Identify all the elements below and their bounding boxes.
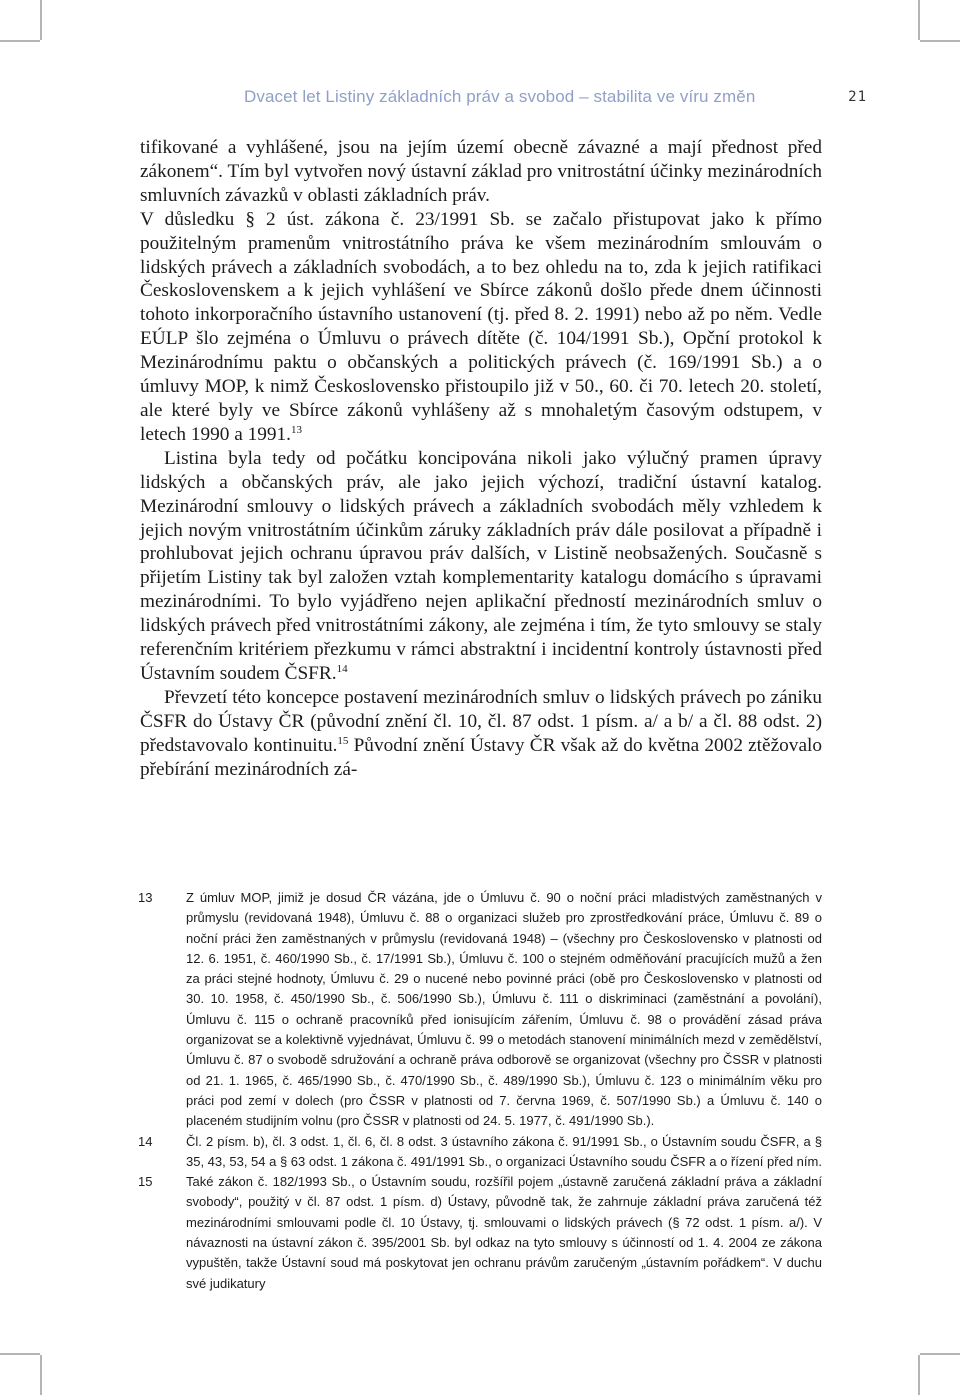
crop-mark [918,0,920,40]
page-number: 21 [848,89,867,105]
footnote-reference[interactable]: 15 [337,734,349,747]
paragraph-text: tifikované a vyhlášené, jsou na jejím území obecně závazné a mají přednost před zákonem“. Tím byl vytvořen nový ústavní základ pro vnitrostátní účinky mezinárodních smluvních závazků v oblasti základních práv. [140,137,822,206]
footnote-number: 14 [138,1133,153,1149]
paragraph-text: V důsledku § 2 úst. zákona č. 23/1991 Sb. se začalo přistupovat jako k přímo použitelným pramenům vnitrostátního práva ke všem mezinárodním smlouvám o lidských právech a základních svobodách, a to bez ohledu na to, zda k jejich ratifikaci Československem a k jejich vyhlášení ve Sbírce zákonů došlo přede dnem účinnosti tohoto inkorporačního ústavního ustanovení (tj. před 8. 2. 1991) nebo až po něm. Vedle EÚLP šlo zejména o Úmluvu o právech dítěte (č. 104/1991 Sb.), Opční protokol k Mezinárodnímu paktu o občanských a politických právech (č. 169/1991 Sb.) a o úmluvy MOP, k nimž Československo přistoupilo již v 50., 60. či 70. letech 20. století, ale které byly ve Sbírce zákonů vyhlášeny až s mnohaletým časovým odstupem, v letech 1990 a 1991. [140,208,822,445]
crop-mark [40,1355,42,1395]
paragraph-text: Původní znění Ústavy ČR však až do května 2002 ztěžovalo přebírání mezinárodních zá- [140,734,822,780]
paragraph [140,447,822,686]
crop-mark [920,40,960,42]
crop-mark [40,0,42,40]
main-text [140,136,822,781]
crop-mark [920,1353,960,1355]
paragraph-text: Převzetí této koncepce postavení mezinárodních smluv o lidských právech po zániku ČSFR do Ústavy ČR (původní znění čl. 10, čl. 87 odst. 1 písm. a/ a b/ a čl. 88 odst. 2) představovalo kontinuitu. [140,686,822,756]
footnote-text: Čl. 2 písm. b), čl. 3 odst. 1, čl. 6, čl. 8 odst. 3 ústavního zákona č. 91/1991 Sb., o Ústavním soudu ČSFR, a § 35, 43, 53, 54 a § 63 odst. 1 zákona č. 491/1991 Sb., o organizaci Ústavního soudu ČSFR a o řízení před ním. [186,1133,822,1169]
footnote-number: 15 [138,1174,153,1190]
paragraph-text: Listina byla tedy od počátku koncipována nikoli jako výlučný pramen úpravy lidských a občanských práv, ale jako jejich výchozí, tradiční ústavní katalog. Mezinárodní smlouvy o lidských právech a základních svobodách měly vzhledem k jejich novým vnitrostátním účinkům záruky základních práv dále posilovat a případně i prohlubovat jejich ochranu úpravou práv dalších, v Listině neobsažených. Současně s přijetím Listiny tak byl založen vztah komplementarity katalogu domácího s úpravami mezinárodními. To bylo vyjádřeno nejen aplikační předností mezinárodních smluv o lidských právech před vnitrostátními zákony, ale zejména i tím, že tyto smlouvy se staly referenčním kritériem přezkumu v rámci abstraktní i incidentní kontroly ústavnosti před Ústavním soudem ČSFR. [140,447,822,684]
footnote-text: Také zákon č. 182/1993 Sb., o Ústavním soudu, rozšířil pojem „ústavně zaručená základní práva a základní svobody“, použitý v čl. 87 odst. 1 písm. d) Ústavy, původně tak, že zahrnuje základní práva zaručená též mezinárodními smlouvami podle čl. 10 Ústavy, tj. smlouvami o lidských právech (§ 72 odst. 1 písm. a/). V návaznosti na ústavní zákon č. 395/2001 Sb. byl odkaz na tyto smlouvy s účinností od 1. 4. 2004 ze zákona vypuštěn, takže Ústavní soud má poskytovat jen ochranu právům zaručeným „ústavním pořádkem“. V duchu své judikatury [186,1174,822,1291]
footnote [138,1172,822,1294]
footnote-number: 13 [138,890,153,905]
footnote-reference[interactable]: 13 [291,423,302,436]
footnotes [138,888,822,1294]
footnote [138,888,822,1132]
paragraph [140,208,822,447]
footnote [138,1132,822,1173]
crop-mark [0,1353,40,1355]
footnote-text: Z úmluv MOP, jimiž je dosud ČR vázána, jde o Úmluvu č. 90 o noční práci mladistvých zaměstnaných v průmyslu (revidovaná 1948), Úmluvu č. 88 o organizaci služeb pro zprostředkování práce, Úmluvu č. 89 o noční práci žen zaměstnaných v průmyslu (revidovaná 1948) – (všechny pro Československo v platnosti od 12. 6. 1951, č. 460/1990 Sb., č. 17/1991 Sb.), Úmluvu č. 100 o stejném odměňování pracujících mužů a žen za práci stejné hodnoty, Úmluvu č. 29 o nucené nebo povinné práci (obě pro Československo v platnosti od 30. 10. 1958, č. 450/1990 Sb., č. 506/1990 Sb.), Úmluvu č. 111 o diskriminaci (zaměstnání a povolání), Úmluvu č. 115 o ochraně pracovníků před ionisujícím zářením, Úmluvu č. 98 o provádění zásad práva organizovat se a kolektivně vyjednávat, Úmluvu č. 99 o metodách stanovení minimálních mezd v zemědělství, Úmluvu č. 87 o svobodě sdružování a ochraně práva odborově se organizovat (všechny pro ČSSR v platnosti od 21. 1. 1965, č. 465/1990 Sb., č. 470/1990 Sb., č. 489/1990 Sb.), Úmluvu č. 123 o minimálním věku pro práci pod zemí v dolech (pro ČSSR v platnosti od 7. června 1969, č. 507/1990 Sb.) a Úmluvu č. 140 o placeném studijním volnu (pro ČSSR v platnosti od 24. 5. 1977, č. 491/1990 Sb.). [186,890,822,1129]
crop-mark [0,40,40,42]
footnote-reference[interactable]: 14 [336,662,348,675]
running-header-title: Dvacet let Listiny základních práv a svobod – stabilita ve víru změn [244,87,756,106]
paragraph [140,686,822,782]
crop-mark [918,1355,920,1395]
paragraph [140,136,822,208]
